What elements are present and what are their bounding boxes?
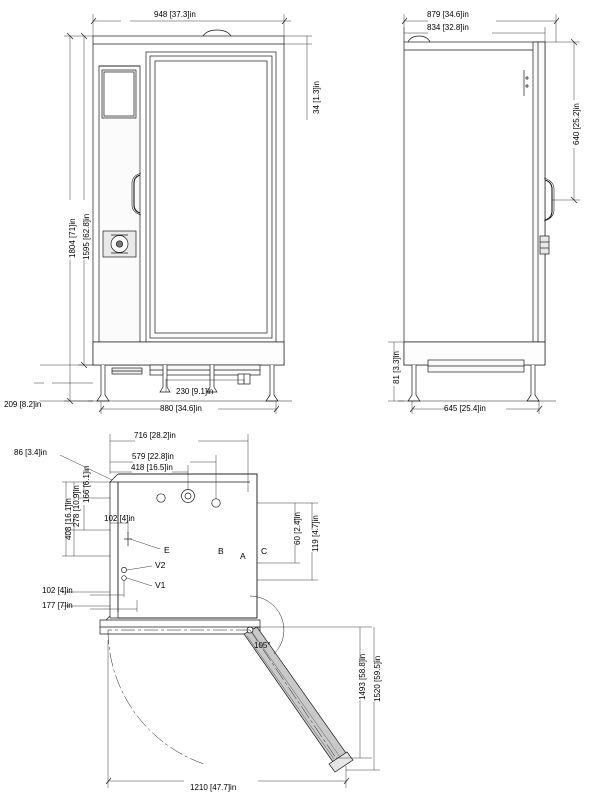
dim-top-right-2: 119 [4.7]in <box>311 515 320 552</box>
dim-top-b-offset: 418 [16.5]in <box>131 463 173 472</box>
dim-top-c-offset: 579 [22.8]in <box>132 452 174 461</box>
dim-front-foot-offset: 230 [9.1]in <box>176 387 214 396</box>
dim-front-width-top: 948 [37.3]in <box>154 10 196 19</box>
dim-top-door-angle: 105° <box>254 641 271 650</box>
dim-top-v2-offset: 102 [4]in <box>42 586 73 595</box>
dim-top-a-offset: 716 [28.2]in <box>134 431 176 440</box>
dim-top-left-1: 166 [6.1]in <box>82 465 91 503</box>
dim-side-depth-body: 834 [32.8]in <box>427 23 469 32</box>
dim-side-handle-height: 640 [25.2]in <box>572 103 581 145</box>
callout-a: A <box>240 551 246 561</box>
callout-v1: V1 <box>155 580 166 590</box>
dim-top-corner-offset: 86 [3.4]in <box>14 448 47 457</box>
dim-top-swing-width: 1210 [47.7]in <box>190 783 237 792</box>
dim-top-left-2: 278 [10.9]in <box>72 485 81 527</box>
dim-side-base-depth: 645 [25.4]in <box>444 404 486 413</box>
dim-front-body-height: 1595 [62.8]in <box>82 213 91 260</box>
dim-top-door-open-total: 1520 [59.5]in <box>373 655 382 702</box>
dim-front-base-width: 880 [34.6]in <box>160 404 202 413</box>
callout-v2: V2 <box>155 560 166 570</box>
dim-front-leg-height: 209 [8.2]in <box>4 400 42 409</box>
dim-top-e-offset: 102 [4]in <box>104 514 135 523</box>
dim-top-right-1: 60 [2.4]in <box>293 512 302 545</box>
dim-top-left-3: 408 [16.1]in <box>64 498 73 540</box>
dim-top-v1-offset: 177 [7]in <box>42 601 73 610</box>
dim-side-depth-total: 879 [34.6]in <box>427 10 469 19</box>
callout-b: B <box>218 546 224 556</box>
callout-e: E <box>164 545 170 555</box>
dim-top-door-open-depth: 1493 [58.8]in <box>358 653 367 700</box>
dim-front-total-height: 1804 [71]in <box>68 218 77 258</box>
callout-c: C <box>261 546 268 556</box>
dim-front-handle-offset: 34 [1.3]in <box>312 81 321 114</box>
dim-side-base-height: 81 [3.3]in <box>392 351 401 384</box>
